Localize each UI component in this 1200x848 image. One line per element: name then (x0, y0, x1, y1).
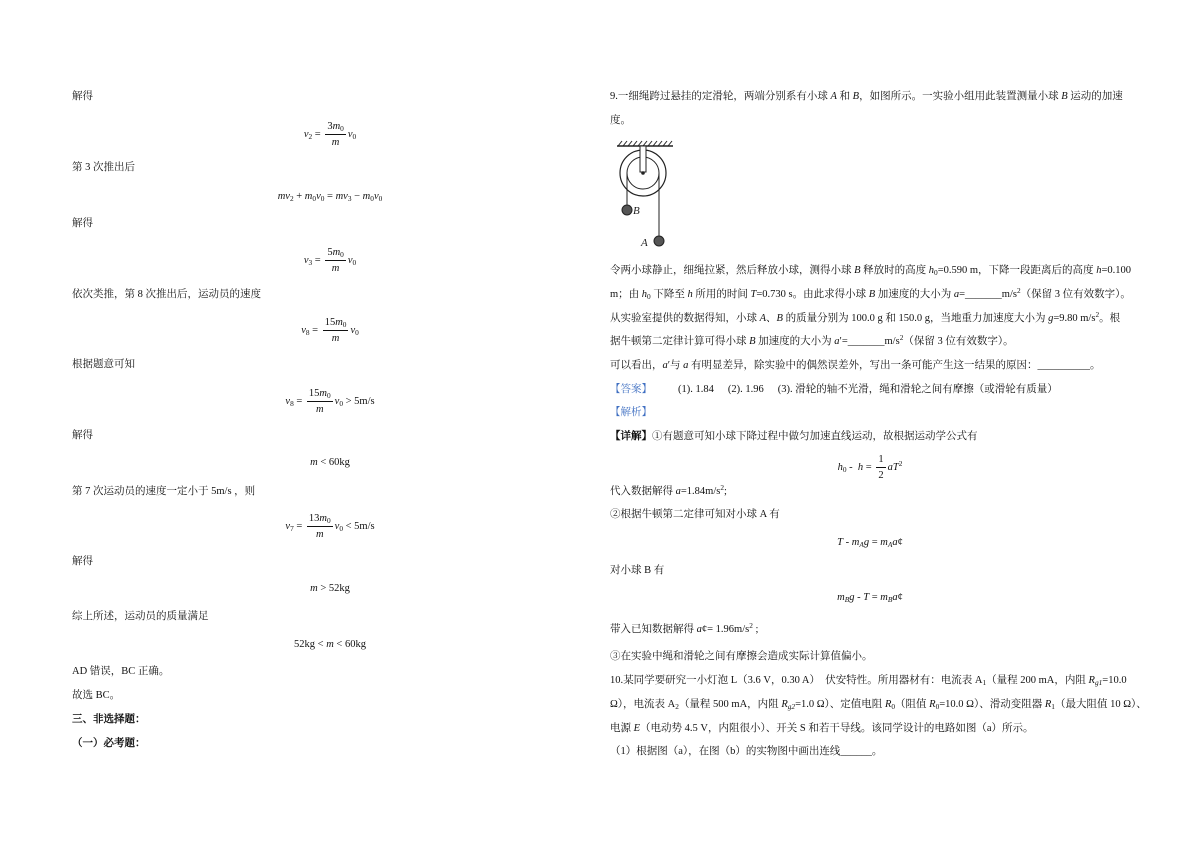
text-run: ′=_______m/s (839, 336, 900, 347)
italic-symbol: A (759, 313, 767, 324)
text-run: （量程 200 mA，内阻 (986, 675, 1089, 686)
italic-symbol: g (849, 592, 855, 603)
text-run: =10.0 (1102, 675, 1127, 686)
superscript: 2 (720, 482, 725, 492)
text-run: - (842, 537, 852, 548)
italic-symbol: T (750, 289, 757, 300)
text-run: 据牛顿第二定律计算可得小球 (610, 336, 750, 347)
text-run: =_______m/s (959, 289, 1017, 300)
pulley-axle (641, 171, 645, 175)
label-b: B (633, 205, 640, 217)
italic-subscript: g2 (787, 702, 796, 712)
text-run: 52kg < (294, 639, 327, 650)
subscript: 0 (352, 132, 357, 142)
answer-line (610, 383, 1058, 397)
fraction-numerator (325, 246, 346, 261)
text-run: 电源 (610, 723, 634, 734)
fraction-numerator (323, 316, 349, 331)
subscript: 0 (352, 258, 357, 268)
italic-symbol: v (350, 324, 356, 336)
question-10-line (610, 674, 1127, 688)
text-run: = (324, 191, 336, 202)
hatch-mark (633, 141, 637, 146)
hatch-mark (658, 141, 662, 146)
italic-symbol: m (326, 639, 334, 650)
fraction-denominator (325, 135, 346, 149)
subscript: 0 (891, 702, 896, 712)
text-run: 运动的加速 (1067, 91, 1123, 102)
subscript: 3 (347, 194, 352, 204)
text-run: ¢ (897, 592, 903, 603)
italic-subscript: B (844, 595, 850, 605)
subscript: 0 (934, 268, 938, 278)
text-run: 根据题意可知 (72, 359, 135, 370)
subscript: 3 (308, 258, 313, 268)
text-run: 加速度的大小为 (755, 336, 835, 347)
fraction (325, 246, 346, 275)
fraction-denominator (323, 331, 349, 345)
subscript: 2 (308, 132, 313, 142)
italic-symbol: a (953, 289, 960, 300)
text-run: 13 (308, 513, 320, 524)
italic-symbol: m (315, 529, 324, 540)
subscript: 0 (355, 328, 359, 338)
italic-subscript: A (859, 540, 864, 550)
italic-symbol: v (334, 395, 340, 407)
subscript: 0 (647, 292, 651, 302)
solve-label (72, 429, 93, 443)
answer-label: 【答案】 (610, 384, 652, 395)
text-run: 解得 (72, 430, 93, 441)
text-run: ，如图所示。一实验小组用此装置测量小球 (859, 91, 1062, 102)
italic-symbol: m (304, 191, 313, 202)
text-run: < 60kg (317, 457, 350, 468)
text-run: 解得 (72, 218, 93, 229)
italic-symbol: h (687, 289, 693, 300)
question-9-line (610, 90, 1123, 104)
text-run: （保留 3 位有效数字）。 (1020, 289, 1131, 300)
italic-symbol: v (301, 324, 306, 336)
subscript: 8 (305, 328, 310, 338)
text-run: 10.某同学要研究一小灯泡 L（3.6 V，0.30 A） 伏安特性。所用器材有：电流表 A (610, 675, 983, 686)
ball-a (654, 236, 664, 246)
italic-symbol: m (880, 592, 888, 603)
text-run: 1 (878, 454, 884, 465)
italic-subscript: g1 (1094, 678, 1103, 688)
text-run: =9.80 m/s (1053, 313, 1096, 324)
text-run: 令两小球静止，细绳拉紧，然后释放小球，测得小球 (610, 265, 855, 276)
text-run: 度。 (610, 115, 631, 126)
text-run: ; (752, 624, 759, 635)
paragraph-line (72, 610, 209, 624)
text-run: 有明显差异，除实验中的偶然误差外，写出一条可能产生这一结果的原因：__________。 (688, 360, 1101, 371)
italic-symbol: v (285, 520, 291, 532)
text-run: 和 (836, 91, 853, 102)
italic-symbol: A (830, 91, 837, 102)
text-run: 带入已知数据解得 (610, 624, 697, 635)
text-run: =1.0 Ω）、定值电阻 (795, 699, 885, 710)
paragraph-line (72, 358, 135, 372)
superscript: 2 (899, 332, 904, 342)
question-10-line (610, 698, 1147, 712)
italic-symbol: h (837, 461, 843, 473)
detail-line (610, 650, 873, 664)
text-run: 下降至 (650, 289, 688, 300)
text-run: 代入数据解得 (610, 486, 676, 497)
text-run: ③在实验中绳和滑轮之间有摩擦会造成实际计算值偏小。 (610, 651, 873, 662)
text-run: = (869, 537, 881, 548)
subscript: 0 (340, 124, 344, 134)
text-run: - (846, 461, 858, 473)
text-run: （阻值 (895, 699, 930, 710)
label-a: A (641, 237, 648, 249)
fraction-numerator (325, 120, 346, 135)
italic-symbol: m (331, 263, 340, 274)
text-run: 的质量分别为 100.0 g 和 150.0 g，当地重力加速度大小为 (782, 313, 1049, 324)
hatch-mark (618, 141, 622, 146)
answer-part-3: (3). 滑轮的轴不光滑，绳和滑轮之间有摩擦（或滑轮有质量） (777, 384, 1058, 395)
text-run: （电动势 4.5 V，内阻很小）、开关 S 和若干导线。该同学设计的电路如图（a）所示。 (640, 723, 1034, 734)
text-run: = (312, 254, 324, 266)
formula-v7-inequality (72, 512, 588, 541)
fraction (307, 387, 333, 416)
superscript: 2 (1016, 285, 1021, 295)
superscript: 2 (749, 620, 753, 630)
formula-mass-lower (72, 582, 588, 596)
solve-label (72, 90, 93, 104)
subscript: 0 (935, 702, 940, 712)
italic-symbol: v (303, 254, 309, 266)
text-run: 故选 BC。 (72, 690, 121, 701)
italic-symbol: m (332, 121, 341, 132)
text-run: （最大阻值 10 Ω）、 (1054, 699, 1147, 710)
question-9-line (610, 359, 1101, 373)
text-run: 可以看出， (610, 360, 663, 371)
question-10-line (610, 745, 882, 759)
text-run: = (869, 592, 881, 603)
ball-b (622, 205, 632, 215)
subscript: 0 (312, 194, 317, 204)
text-run: =0.730 s。由此求得小球 (756, 289, 869, 300)
hatch-mark (648, 141, 652, 146)
fraction-numerator (307, 512, 333, 527)
formula-kinematics (610, 453, 1130, 482)
text-run: 、 (766, 313, 777, 324)
italic-symbol: B (1061, 91, 1068, 102)
italic-symbol: E (633, 723, 641, 734)
fraction (325, 120, 346, 149)
italic-symbol: v (373, 191, 379, 202)
fraction-denominator (307, 527, 333, 541)
text-run: < 5m/s (343, 520, 375, 532)
text-run: =1.84m/s (680, 486, 721, 497)
text-run: 从实验室提供的数据得知，小球 (610, 313, 760, 324)
question-9-line (610, 285, 1131, 302)
hatch-mark (643, 141, 647, 146)
italic-symbol: h (641, 289, 648, 300)
text-run: 加速度的大小为 (875, 289, 954, 300)
italic-symbol: B (852, 91, 860, 102)
superscript: 2 (1095, 309, 1100, 319)
italic-symbol: m (331, 333, 340, 344)
italic-symbol: g (863, 537, 870, 548)
italic-symbol: mv (335, 191, 348, 202)
analysis-line (610, 406, 652, 420)
pulley-figure (610, 136, 680, 252)
subscript: 1 (982, 678, 987, 688)
italic-symbol: m (319, 388, 327, 399)
text-run: ①有题意可知小球下降过程中做匀加速直线运动，故根据运动学公式有 (652, 431, 978, 442)
text-run: 解得 (72, 556, 93, 567)
italic-symbol: mv (277, 191, 290, 202)
subscript: 2 (675, 702, 679, 712)
paragraph-line (72, 161, 135, 175)
fraction-numerator (876, 453, 885, 468)
text-run: Ω），电流表 A (610, 699, 676, 710)
italic-symbol: m (310, 583, 318, 594)
section-subheading (72, 737, 146, 751)
italic-symbol: a (696, 624, 702, 635)
text-run: > 5m/s (343, 395, 375, 407)
text-run: AD 错误，BC 正确。 (72, 666, 170, 677)
italic-symbol: h (928, 265, 935, 276)
detail-line (610, 508, 780, 522)
italic-symbol: R (1044, 699, 1052, 710)
question-9-line (610, 114, 631, 128)
pulley-hanger (640, 146, 646, 172)
paragraph-line (72, 689, 120, 703)
superscript: 2 (898, 458, 903, 468)
italic-symbol: B (776, 313, 783, 324)
italic-symbol: v (303, 128, 309, 140)
text-run: =0.100 (1101, 265, 1131, 276)
analysis-label: 【解析】 (610, 407, 652, 418)
text-run: =10.0 Ω）、滑动变阻器 (939, 699, 1045, 710)
italic-symbol: m (837, 592, 845, 603)
subscript: 0 (370, 194, 374, 204)
italic-symbol: a (683, 360, 689, 371)
italic-symbol: m (880, 537, 888, 548)
italic-symbol: v (334, 520, 340, 532)
text-run: < 60kg (333, 639, 366, 650)
italic-symbol: a (892, 537, 898, 548)
subscript: 0 (339, 524, 344, 534)
subscript: 0 (378, 194, 383, 204)
italic-symbol: h (857, 461, 864, 473)
text-run: 释放时的高度 (860, 265, 929, 276)
italic-symbol: a (675, 486, 681, 497)
italic-symbol: v (347, 128, 353, 140)
italic-symbol: m (319, 513, 327, 524)
formula-v8 (72, 316, 588, 345)
text-run: 所用的时间 (692, 289, 751, 300)
italic-symbol: R (1088, 675, 1095, 686)
text-run: 2 (878, 470, 884, 481)
answer-part-2: (2). 1.96 (727, 384, 764, 395)
italic-symbol: a (892, 592, 898, 603)
subscript: 0 (327, 516, 331, 526)
italic-symbol: a (834, 336, 840, 347)
text-run: = (293, 395, 305, 407)
formula-ball-a (610, 536, 1130, 550)
text-run: 15 (308, 388, 320, 399)
italic-symbol: T (863, 592, 870, 603)
text-run: − (351, 191, 363, 202)
fraction-denominator (325, 261, 346, 275)
italic-symbol: v (316, 191, 321, 202)
italic-symbol: g (1048, 313, 1054, 324)
italic-symbol: R (781, 699, 788, 710)
hatch-mark (623, 141, 627, 146)
fraction-denominator (307, 402, 333, 416)
italic-symbol: m (851, 537, 860, 548)
italic-symbol: B (854, 265, 861, 276)
text-run: 综上所述，运动员的质量满足 (72, 611, 209, 622)
text-run: m；由 (610, 289, 642, 300)
formula-mass-upper (72, 456, 588, 470)
italic-symbol: B (868, 289, 876, 300)
italic-subscript: B (887, 595, 893, 605)
text-run: > 52kg (317, 583, 350, 594)
text-run: （量程 500 mA，内阻 (678, 699, 782, 710)
question-9-line (610, 332, 1014, 349)
italic-symbol: m (362, 191, 371, 202)
subscript: 8 (290, 399, 294, 409)
bold-text: （一）必考题： (72, 738, 146, 749)
text-run: 第 7 次运动员的速度一定小于 5m/s ，则 (72, 486, 256, 497)
hatch-mark (663, 141, 667, 146)
text-run: = (863, 461, 875, 473)
hatch-mark (638, 141, 642, 146)
question-9-line (610, 264, 1131, 278)
fraction-denominator (876, 468, 885, 482)
bold-text: 【详解】 (610, 431, 652, 442)
ceiling-hatch (618, 141, 672, 146)
fraction (323, 316, 349, 345)
text-run: 第 3 次推出后 (72, 162, 135, 173)
paragraph-line (72, 288, 261, 302)
bold-text: 三、非选择题： (72, 714, 146, 725)
paragraph-line (72, 665, 169, 679)
italic-subscript: A (887, 540, 893, 550)
text-run: =0.590 m，下降一段距离后的高度 (937, 265, 1097, 276)
hatch-mark (653, 141, 657, 146)
italic-symbol: T (837, 537, 843, 548)
fraction-numerator (307, 387, 333, 402)
formula-momentum (72, 190, 588, 204)
text-run: ; (724, 486, 727, 497)
section-heading (72, 713, 146, 727)
solve-label (72, 555, 93, 569)
subscript: 0 (327, 391, 331, 401)
italic-symbol: v (347, 254, 353, 266)
italic-symbol: v (285, 395, 291, 407)
text-run: 。根 (1099, 313, 1121, 324)
text-run: = (312, 128, 324, 140)
detail-line (610, 430, 978, 444)
formula-ball-b (610, 591, 1130, 605)
subscript: 0 (339, 399, 344, 409)
text-run: ②根据牛顿第二定律可知对小球 A 有 (610, 509, 780, 520)
answer-part-1: (1). 1.84 (678, 384, 714, 395)
subscript: 1 (1051, 702, 1055, 712)
text-run: 解得 (72, 91, 93, 102)
solve-label (72, 217, 93, 231)
text-run: 3 (327, 121, 333, 132)
question-10-line (610, 722, 1034, 736)
fraction (876, 453, 885, 482)
text-run: + (293, 191, 305, 202)
formula-mass-range (72, 638, 588, 652)
text-run: （1）根据图（a），在图（b）的实物图中画出连线______。 (610, 746, 883, 757)
subscript: 0 (842, 465, 847, 475)
subscript: 2 (289, 194, 294, 204)
detail-line (610, 620, 759, 637)
text-run: 15 (324, 317, 336, 328)
text-run: 对小球 B 有 (610, 565, 665, 576)
text-run: 依次类推，第 8 次推出后，运动员的速度 (72, 289, 261, 300)
italic-symbol: m (335, 317, 343, 328)
text-run: 5 (327, 247, 333, 258)
italic-symbol: m (310, 457, 318, 468)
hatch-mark (668, 141, 672, 146)
paragraph-line (72, 485, 255, 499)
italic-symbol: h (1096, 265, 1102, 276)
text-run: 9.一细绳跨过悬挂的定滑轮，两端分别系有小球 (610, 91, 831, 102)
text-run: （保留 3 位有效数字）。 (903, 336, 1014, 347)
italic-symbol: m (332, 247, 341, 258)
formula-v8-inequality (72, 387, 588, 416)
question-9-line (610, 309, 1121, 326)
fraction (307, 512, 333, 541)
text-run: - (854, 592, 864, 603)
text-run: = (309, 324, 321, 336)
subscript: 0 (342, 320, 347, 330)
text-run: = (293, 520, 305, 532)
italic-symbol: R (929, 699, 936, 710)
text-run: ′与 (667, 360, 684, 371)
formula-v2 (72, 120, 588, 149)
subscript: 0 (320, 194, 325, 204)
detail-line (610, 564, 664, 578)
formula-v3 (72, 246, 588, 275)
text-run: ¢= 1.96m/s (701, 624, 750, 635)
subscript: 0 (340, 250, 344, 260)
detail-line (610, 482, 727, 499)
subscript: 7 (290, 524, 294, 534)
italic-symbol: a (662, 360, 668, 371)
italic-symbol: R (884, 699, 892, 710)
italic-symbol: m (331, 137, 340, 148)
italic-symbol: aT (887, 461, 899, 473)
italic-symbol: B (749, 336, 756, 347)
italic-symbol: m (315, 404, 324, 415)
text-run: ¢ (897, 537, 903, 548)
hatch-mark (628, 141, 632, 146)
